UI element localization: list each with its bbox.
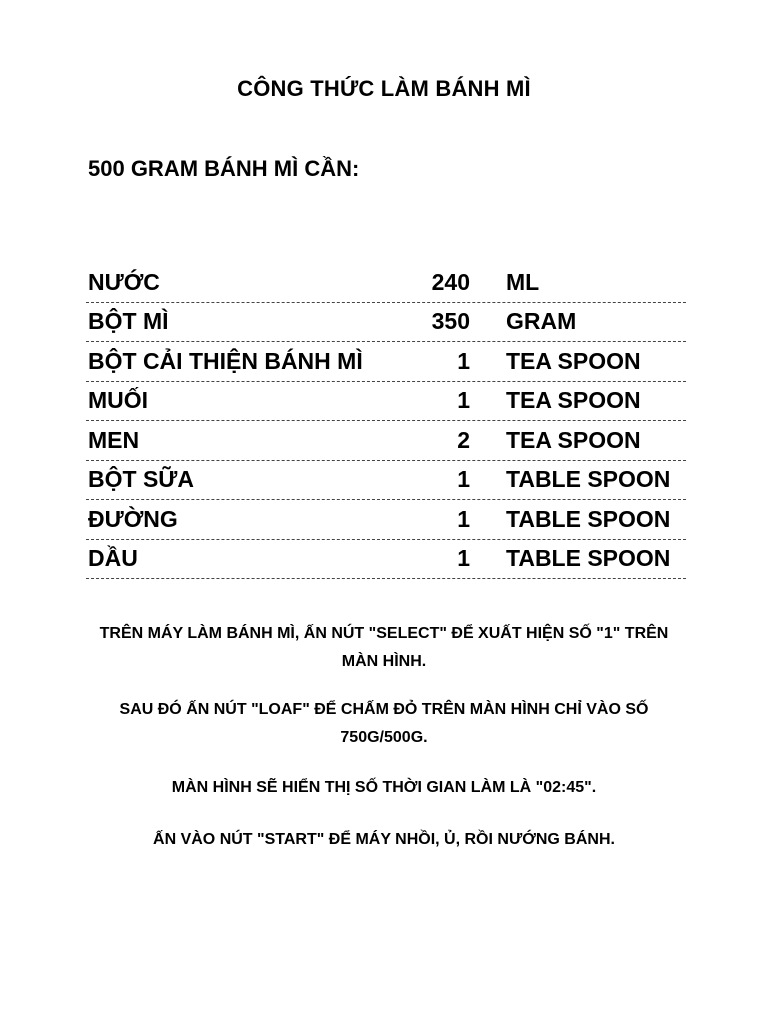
ingredient-unit: TEA SPOON (506, 387, 641, 413)
instruction-paragraph: TRÊN MÁY LÀM BÁNH MÌ, ẤN NÚT "SELECT" ĐỂ XUẤT HIỆN SỐ "1" TRÊN MÀN HÌNH. (99, 625, 669, 670)
page-title: CÔNG THỨC LÀM BÁNH MÌ (237, 76, 531, 101)
ingredient-name: MUỐI (88, 387, 149, 413)
ingredient-row (86, 461, 686, 501)
ingredients-table (86, 264, 686, 579)
ingredient-row (86, 540, 686, 580)
ingredient-unit: TEA SPOON (506, 347, 641, 374)
section-subtitle: 500 GRAM BÁNH MÌ CẦN: (88, 156, 360, 181)
ingredient-row (86, 421, 686, 461)
ingredient-row (86, 500, 686, 540)
ingredient-unit: GRAM (506, 308, 577, 334)
ingredient-quantity: 240 (431, 268, 470, 295)
ingredient-name: ĐƯỜNG (88, 505, 178, 532)
ingredient-quantity: 2 (457, 426, 470, 453)
ingredient-unit: TABLE SPOON (506, 545, 671, 571)
ingredient-quantity: 1 (457, 505, 470, 532)
instruction-paragraph: MÀN HÌNH SẼ HIỂN THỊ SỐ THỜI GIAN LÀM LÀ "02:45". (171, 779, 597, 796)
ingredient-name: DẦU (88, 545, 138, 571)
ingredient-quantity: 1 (457, 466, 470, 492)
instruction-paragraph: SAU ĐÓ ẤN NÚT "LOAF" ĐỂ CHẤM ĐỎ TRÊN MÀN HÌNH CHỈ VÀO SỐ 750G/500G. (119, 701, 649, 746)
ingredient-name: MEN (88, 426, 140, 453)
ingredient-row (86, 342, 686, 382)
ingredient-row (86, 382, 686, 422)
ingredient-name: BỘT SỮA (88, 466, 194, 492)
instruction-paragraph: ẤN VÀO NÚT "START" ĐỂ MÁY NHỒI, Ủ, RỒI NƯỚNG BÁNH. (153, 831, 615, 848)
ingredient-row (86, 264, 686, 303)
ingredient-unit: TABLE SPOON (506, 505, 671, 532)
ingredient-quantity: 350 (431, 308, 470, 334)
ingredient-name: BỘT MÌ (88, 308, 169, 334)
ingredient-unit: TABLE SPOON (506, 466, 671, 492)
ingredient-quantity: 1 (457, 347, 470, 374)
ingredient-quantity: 1 (457, 545, 470, 571)
ingredient-row (86, 303, 686, 343)
ingredient-quantity: 1 (457, 387, 470, 413)
ingredient-unit: ML (506, 268, 540, 295)
ingredient-name: NƯỚC (88, 268, 160, 295)
ingredient-name: BỘT CẢI THIỆN BÁNH MÌ (88, 347, 363, 374)
ingredient-unit: TEA SPOON (506, 426, 641, 453)
